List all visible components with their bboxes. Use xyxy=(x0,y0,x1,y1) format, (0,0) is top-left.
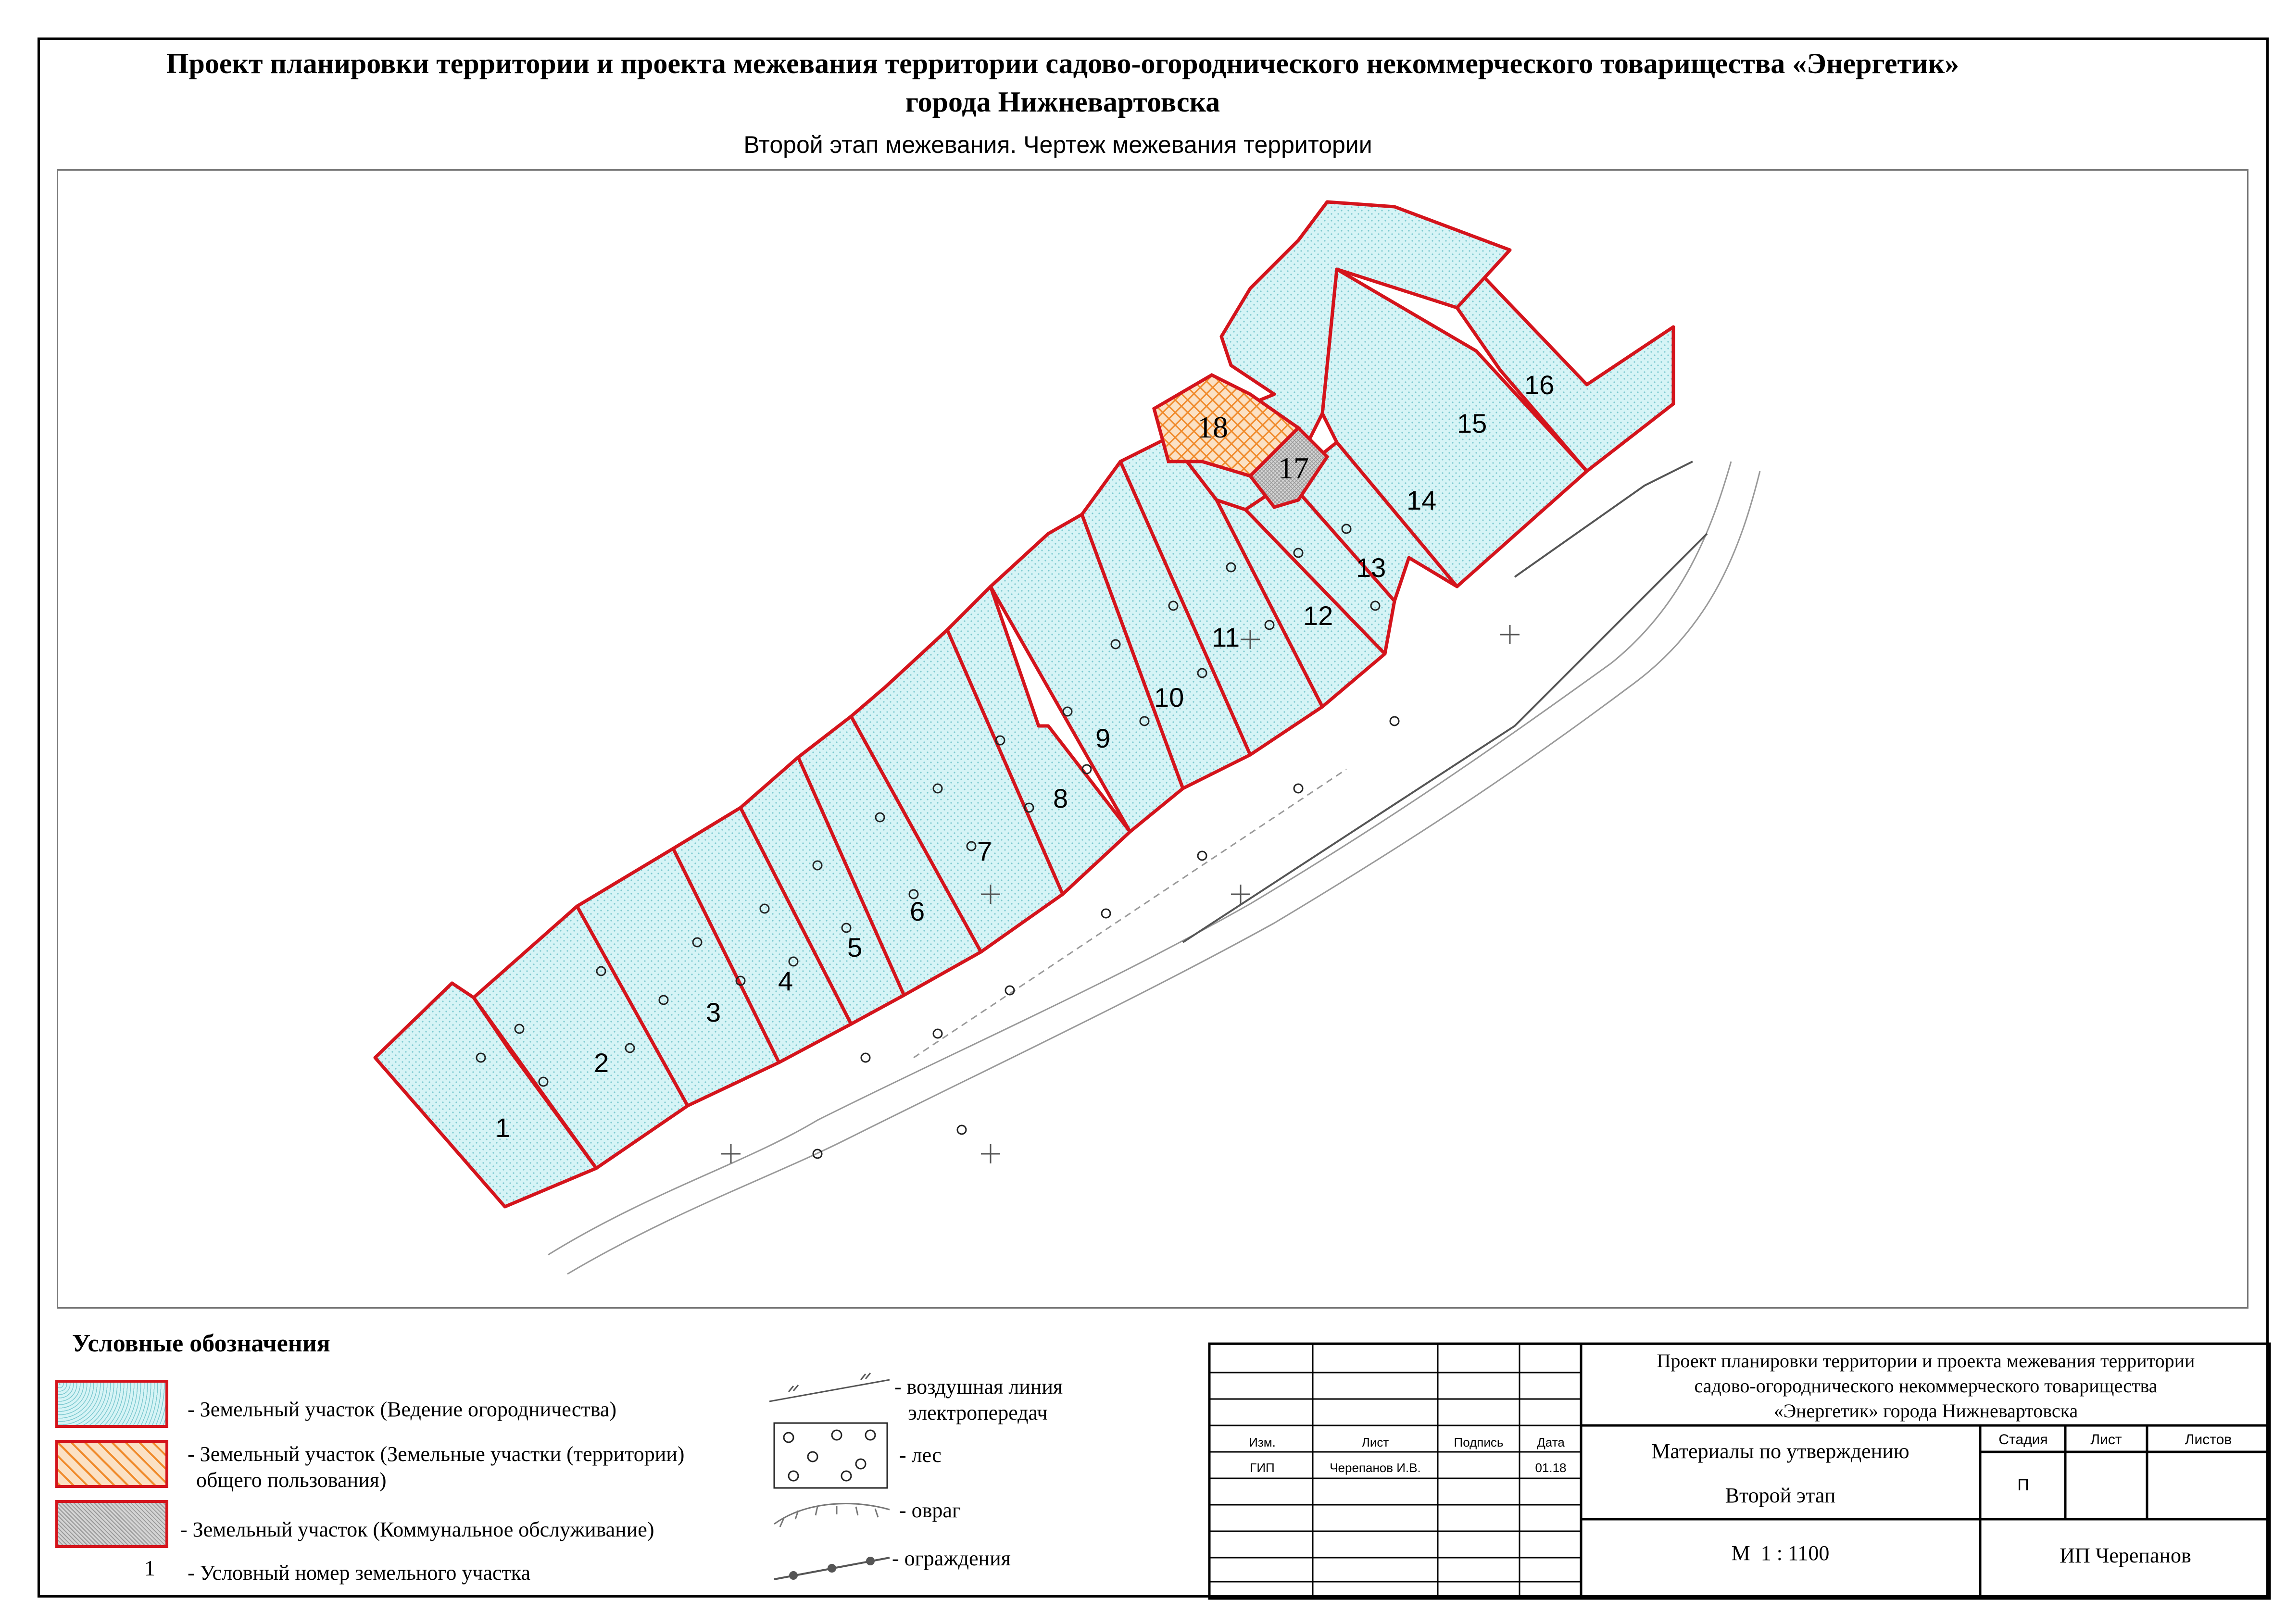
stamp-project-line2: садово-огороднического некоммерческого товарищества xyxy=(1694,1375,2158,1397)
stamp-company: ИП Черепанов xyxy=(2060,1544,2191,1567)
legend-power-line-line1: - воздушная линия xyxy=(894,1375,1063,1399)
legend-common-line1: - Земельный участок (Земельные участки (территории) xyxy=(188,1442,685,1466)
parcel-number-13: 13 xyxy=(1356,552,1386,583)
legend-number-symbol: 1 xyxy=(144,1556,155,1580)
parcel-number-8: 8 xyxy=(1053,783,1068,813)
legend-forest-label: - лес xyxy=(899,1443,942,1467)
parcel-number-4: 4 xyxy=(778,966,793,996)
legend-power-line-line2: электропередач xyxy=(908,1401,1048,1424)
legend-utility-label: - Земельный участок (Коммунальное обслуживание) xyxy=(180,1518,654,1541)
parcel-number-1: 1 xyxy=(495,1112,511,1143)
stamp-author-name: Черепанов И.В. xyxy=(1330,1461,1421,1475)
stamp-header-sheet: Лист xyxy=(2090,1432,2122,1448)
parcel-number-15: 15 xyxy=(1457,408,1487,438)
stamp-date: 01.18 xyxy=(1535,1461,1567,1475)
stamp-stage-value: П xyxy=(2017,1476,2029,1494)
stamp-project-line1: Проект планировки территории и проекта межевания территории xyxy=(1657,1350,2195,1372)
page-subtitle: Второй этап межевания. Чертеж межевания территории xyxy=(743,131,1372,158)
parcel-number-18: 18 xyxy=(1197,410,1228,444)
parcel-number-11: 11 xyxy=(1212,622,1240,652)
parcel-number-7: 7 xyxy=(977,836,992,866)
legend-title: Условные обозначения xyxy=(72,1330,330,1357)
stamp-project-line3: «Энергетик» города Нижневартовска xyxy=(1773,1400,2078,1422)
stamp-header-podpis: Подпись xyxy=(1454,1435,1504,1449)
parcel-number-9: 9 xyxy=(1095,723,1111,753)
stamp-materials-line1: Материалы по утверждению xyxy=(1651,1439,1909,1463)
parcel-number-17: 17 xyxy=(1278,451,1309,485)
page-title: Проект планировки территории и проекта межевания территории садово-огороднического некоммерческого товарищества «Энергетик» города Нижневартовска xyxy=(166,48,1959,118)
parcel-number-10: 10 xyxy=(1154,682,1184,712)
parcel-number-3: 3 xyxy=(706,997,721,1027)
legend-garden-label: - Земельный участок (Ведение огородничества) xyxy=(188,1398,617,1421)
stamp-header-data: Дата xyxy=(1537,1435,1565,1449)
legend-number-label: - Условный номер земельного участка xyxy=(188,1561,530,1585)
stamp-header-izm: Изм. xyxy=(1249,1435,1276,1449)
parcel-number-5: 5 xyxy=(847,932,863,962)
stamp-role: ГИП xyxy=(1250,1461,1275,1475)
stamp-project-title xyxy=(1587,1349,2265,1424)
stamp-header-stadia: Стадия xyxy=(1998,1432,2048,1448)
parcel-number-12: 12 xyxy=(1303,600,1333,631)
stamp-header-sheets: Листов xyxy=(2185,1432,2232,1448)
stamp-materials-line2: Второй этап xyxy=(1725,1484,1836,1507)
parcel-number-2: 2 xyxy=(594,1048,609,1078)
parcel-number-16: 16 xyxy=(1524,370,1555,400)
stamp-scale: М 1 : 1100 xyxy=(1731,1541,1830,1565)
legend-common-line2: общего пользования) xyxy=(196,1468,387,1492)
legend-ravine-label: - овраг xyxy=(899,1499,961,1522)
legend-fence-label: - ограждения xyxy=(892,1547,1011,1570)
parcel-number-6: 6 xyxy=(910,896,925,926)
stamp-header-list: Лист xyxy=(1361,1435,1389,1449)
parcel-number-14: 14 xyxy=(1407,485,1437,515)
